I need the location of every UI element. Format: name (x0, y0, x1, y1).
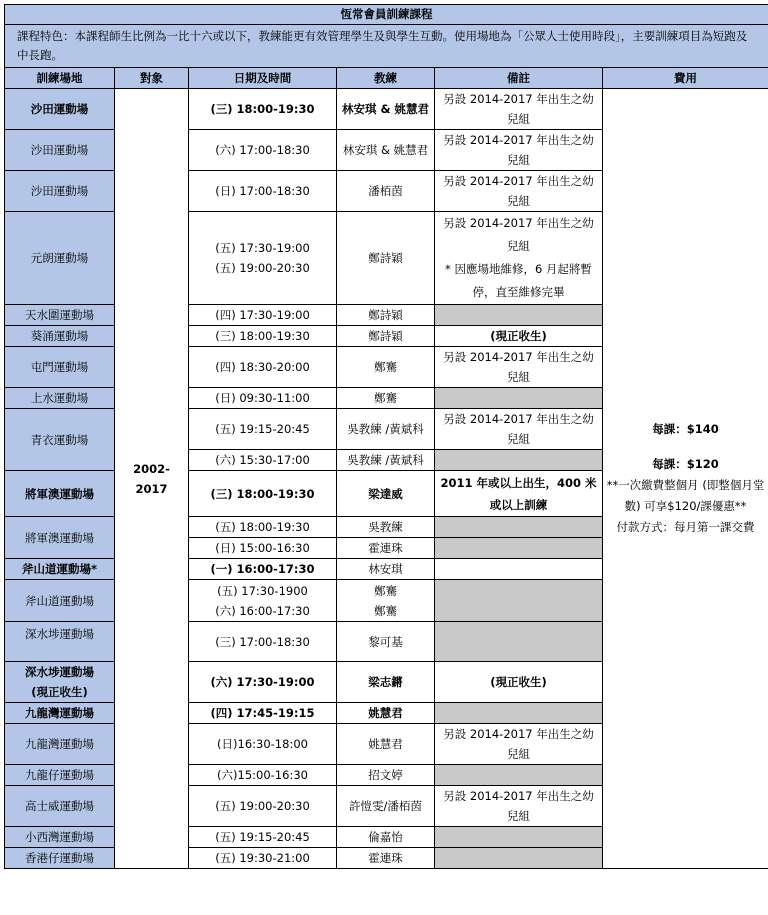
time-cell: (六)15:00-16:30 (189, 765, 337, 786)
coach-cell: 鄭詩穎 (337, 305, 435, 326)
coach-cell: 許愷雯/潘栢茵 (337, 786, 435, 827)
note-cell (435, 388, 603, 409)
note-cell (435, 212, 603, 305)
venue-cell (5, 662, 115, 703)
venue-cell: 上水運動場 (5, 388, 115, 409)
venue-cell: 沙田運動場 (5, 89, 115, 130)
coach-cell: 林安琪 & 姚慧君 (337, 130, 435, 171)
time-cell: (三) 17:00-18:30 (189, 622, 337, 662)
fee-cell (603, 89, 768, 869)
note-cell (435, 450, 603, 471)
time-cell: (三) 18:00-19:30 (189, 471, 337, 517)
fee-payment-method: 付款方式：每月第一課交費 (616, 520, 755, 534)
target-cell: 2002-2017 (115, 89, 189, 869)
coach-name: 鄭騫 (374, 583, 397, 598)
fee-price-2: 每課：$120 (652, 457, 719, 471)
time-cell: (四) 18:30-20:00 (189, 347, 337, 388)
note-text: * 因應場地維修，6 月起將暫停，直至維修完畢 (445, 262, 592, 299)
venue-cell: 九龍仔運動場 (5, 765, 115, 786)
venue-cell: 天水圍運動場 (5, 305, 115, 326)
time-cell: (六) 15:30-17:00 (189, 450, 337, 471)
note-cell (435, 622, 603, 662)
time-cell: (日)16:30-18:00 (189, 724, 337, 765)
time-cell: (日) 15:00-16:30 (189, 538, 337, 559)
coach-cell: 吳教練 /黃斌科 (337, 409, 435, 450)
table-row (5, 89, 768, 130)
time-cell: (五) 19:00-20:30 (189, 786, 337, 827)
time-cell (189, 212, 337, 305)
venue-cell: 屯門運動場 (5, 347, 115, 388)
time-cell: (六) 17:30-19:00 (189, 662, 337, 703)
note-cell (435, 827, 603, 848)
coach-cell: 潘栢茵 (337, 171, 435, 212)
time-cell: (五) 19:15-20:45 (189, 409, 337, 450)
note-cell (435, 848, 603, 869)
venue-cell: 將軍澳運動場 (5, 517, 115, 559)
course-intro: 課程特色：本課程師生比例為一比十六或以下，教練能更有效管理學生及與學生互動。使用場地為「公眾人士使用時段」，主要訓練項目為短跑及中長跑。 (5, 25, 768, 68)
venue-cell: 九龍灣運動場 (5, 724, 115, 765)
time-cell: (一) 16:00-17:30 (189, 559, 337, 580)
venue-cell: 沙田運動場 (5, 130, 115, 171)
venue-name: 深水埗運動場 (25, 665, 94, 679)
venue-cell: 斧山道運動場* (5, 559, 115, 580)
note-cell (435, 703, 603, 724)
venue-cell: 元朗運動場 (5, 212, 115, 305)
coach-cell: 姚慧君 (337, 724, 435, 765)
coach-cell: 林安琪 & 姚慧君 (337, 89, 435, 130)
header-note: 備註 (435, 68, 603, 89)
time-cell: (六) 17:00-18:30 (189, 130, 337, 171)
note-cell: 另設 2014-2017 年出生之幼兒組 (435, 347, 603, 388)
note-cell: 另設 2014-2017 年出生之幼兒組 (435, 89, 603, 130)
coach-cell: 倫嘉怡 (337, 827, 435, 848)
coach-cell: 招文婷 (337, 765, 435, 786)
schedule-table (4, 4, 768, 869)
page-title: 恆常會員訓練課程 (5, 5, 768, 25)
header-venue: 訓練場地 (5, 68, 115, 89)
header-target: 對象 (115, 68, 189, 89)
time-cell: (四) 17:45-19:15 (189, 703, 337, 724)
note-cell: 另設 2014-2017 年出生之幼兒組 (435, 724, 603, 765)
coach-cell: 霍連珠 (337, 848, 435, 869)
time-cell: (日) 17:00-18:30 (189, 171, 337, 212)
note-cell (435, 538, 603, 559)
venue-cell: 香港仔運動場 (5, 848, 115, 869)
time-cell: (五) 19:30-21:00 (189, 848, 337, 869)
time-cell (189, 580, 337, 622)
note-text: 另設 2014-2017 年出生之幼兒組 (443, 216, 594, 253)
coach-cell: 霍連珠 (337, 538, 435, 559)
venue-cell: 斧山道運動場 (5, 580, 115, 622)
time-cell: (日) 09:30-11:00 (189, 388, 337, 409)
coach-cell: 黎可基 (337, 622, 435, 662)
coach-cell: 梁志鏘 (337, 662, 435, 703)
time-cell: (三) 18:00-19:30 (189, 326, 337, 347)
note-cell: 另設 2014-2017 年出生之幼兒組 (435, 409, 603, 450)
venue-status: (現正收生) (31, 685, 88, 699)
coach-cell: 鄭詩穎 (337, 326, 435, 347)
note-cell: 另設 2014-2017 年出生之幼兒組 (435, 130, 603, 171)
time-cell: (五) 18:00-19:30 (189, 517, 337, 538)
note-cell: 2011 年或以上出生，400 米或以上訓練 (435, 471, 603, 517)
coach-cell: 梁達威 (337, 471, 435, 517)
note-cell: (現正收生) (435, 662, 603, 703)
header-coach: 教練 (337, 68, 435, 89)
venue-cell: 葵涌運動場 (5, 326, 115, 347)
time-slot: (六) 16:00-17:30 (215, 603, 310, 618)
venue-cell: 深水埗運動場 (5, 622, 115, 662)
coach-cell (337, 580, 435, 622)
venue-cell: 小西灣運動場 (5, 827, 115, 848)
coach-cell: 吳教練 /黃斌科 (337, 450, 435, 471)
note-cell: 另設 2014-2017 年出生之幼兒組 (435, 786, 603, 827)
coach-cell: 吳教練 (337, 517, 435, 538)
course-schedule (4, 4, 768, 869)
time-cell: (四) 17:30-19:00 (189, 305, 337, 326)
note-cell (435, 580, 603, 622)
note-cell (435, 559, 603, 580)
venue-cell: 沙田運動場 (5, 171, 115, 212)
note-cell: (現正收生) (435, 326, 603, 347)
time-cell: (五) 19:15-20:45 (189, 827, 337, 848)
coach-cell: 鄭騫 (337, 347, 435, 388)
coach-name: 鄭騫 (374, 603, 397, 618)
coach-cell: 林安琪 (337, 559, 435, 580)
venue-cell: 青衣運動場 (5, 409, 115, 471)
time-slot: (五) 17:30-1900 (217, 583, 308, 598)
coach-cell: 鄭騫 (337, 388, 435, 409)
coach-cell: 鄭詩穎 (337, 212, 435, 305)
venue-cell: 高士威運動場 (5, 786, 115, 827)
note-cell (435, 765, 603, 786)
time-slot: (五) 17:30-19:00 (215, 241, 310, 255)
note-cell (435, 305, 603, 326)
fee-monthly-offer: **一次繳費整個月 (即整個月堂數) 可享$120/課優惠** (606, 478, 765, 513)
time-cell: (三) 18:00-19:30 (189, 89, 337, 130)
venue-cell: 將軍澳運動場 (5, 471, 115, 517)
fee-price-1: 每課：$140 (652, 422, 719, 436)
header-fee: 費用 (603, 68, 768, 89)
time-slot: (五) 19:00-20:30 (215, 261, 310, 275)
coach-cell: 姚慧君 (337, 703, 435, 724)
note-cell (435, 517, 603, 538)
note-cell: 另設 2014-2017 年出生之幼兒組 (435, 171, 603, 212)
header-datetime: 日期及時間 (189, 68, 337, 89)
venue-cell: 九龍灣運動場 (5, 703, 115, 724)
